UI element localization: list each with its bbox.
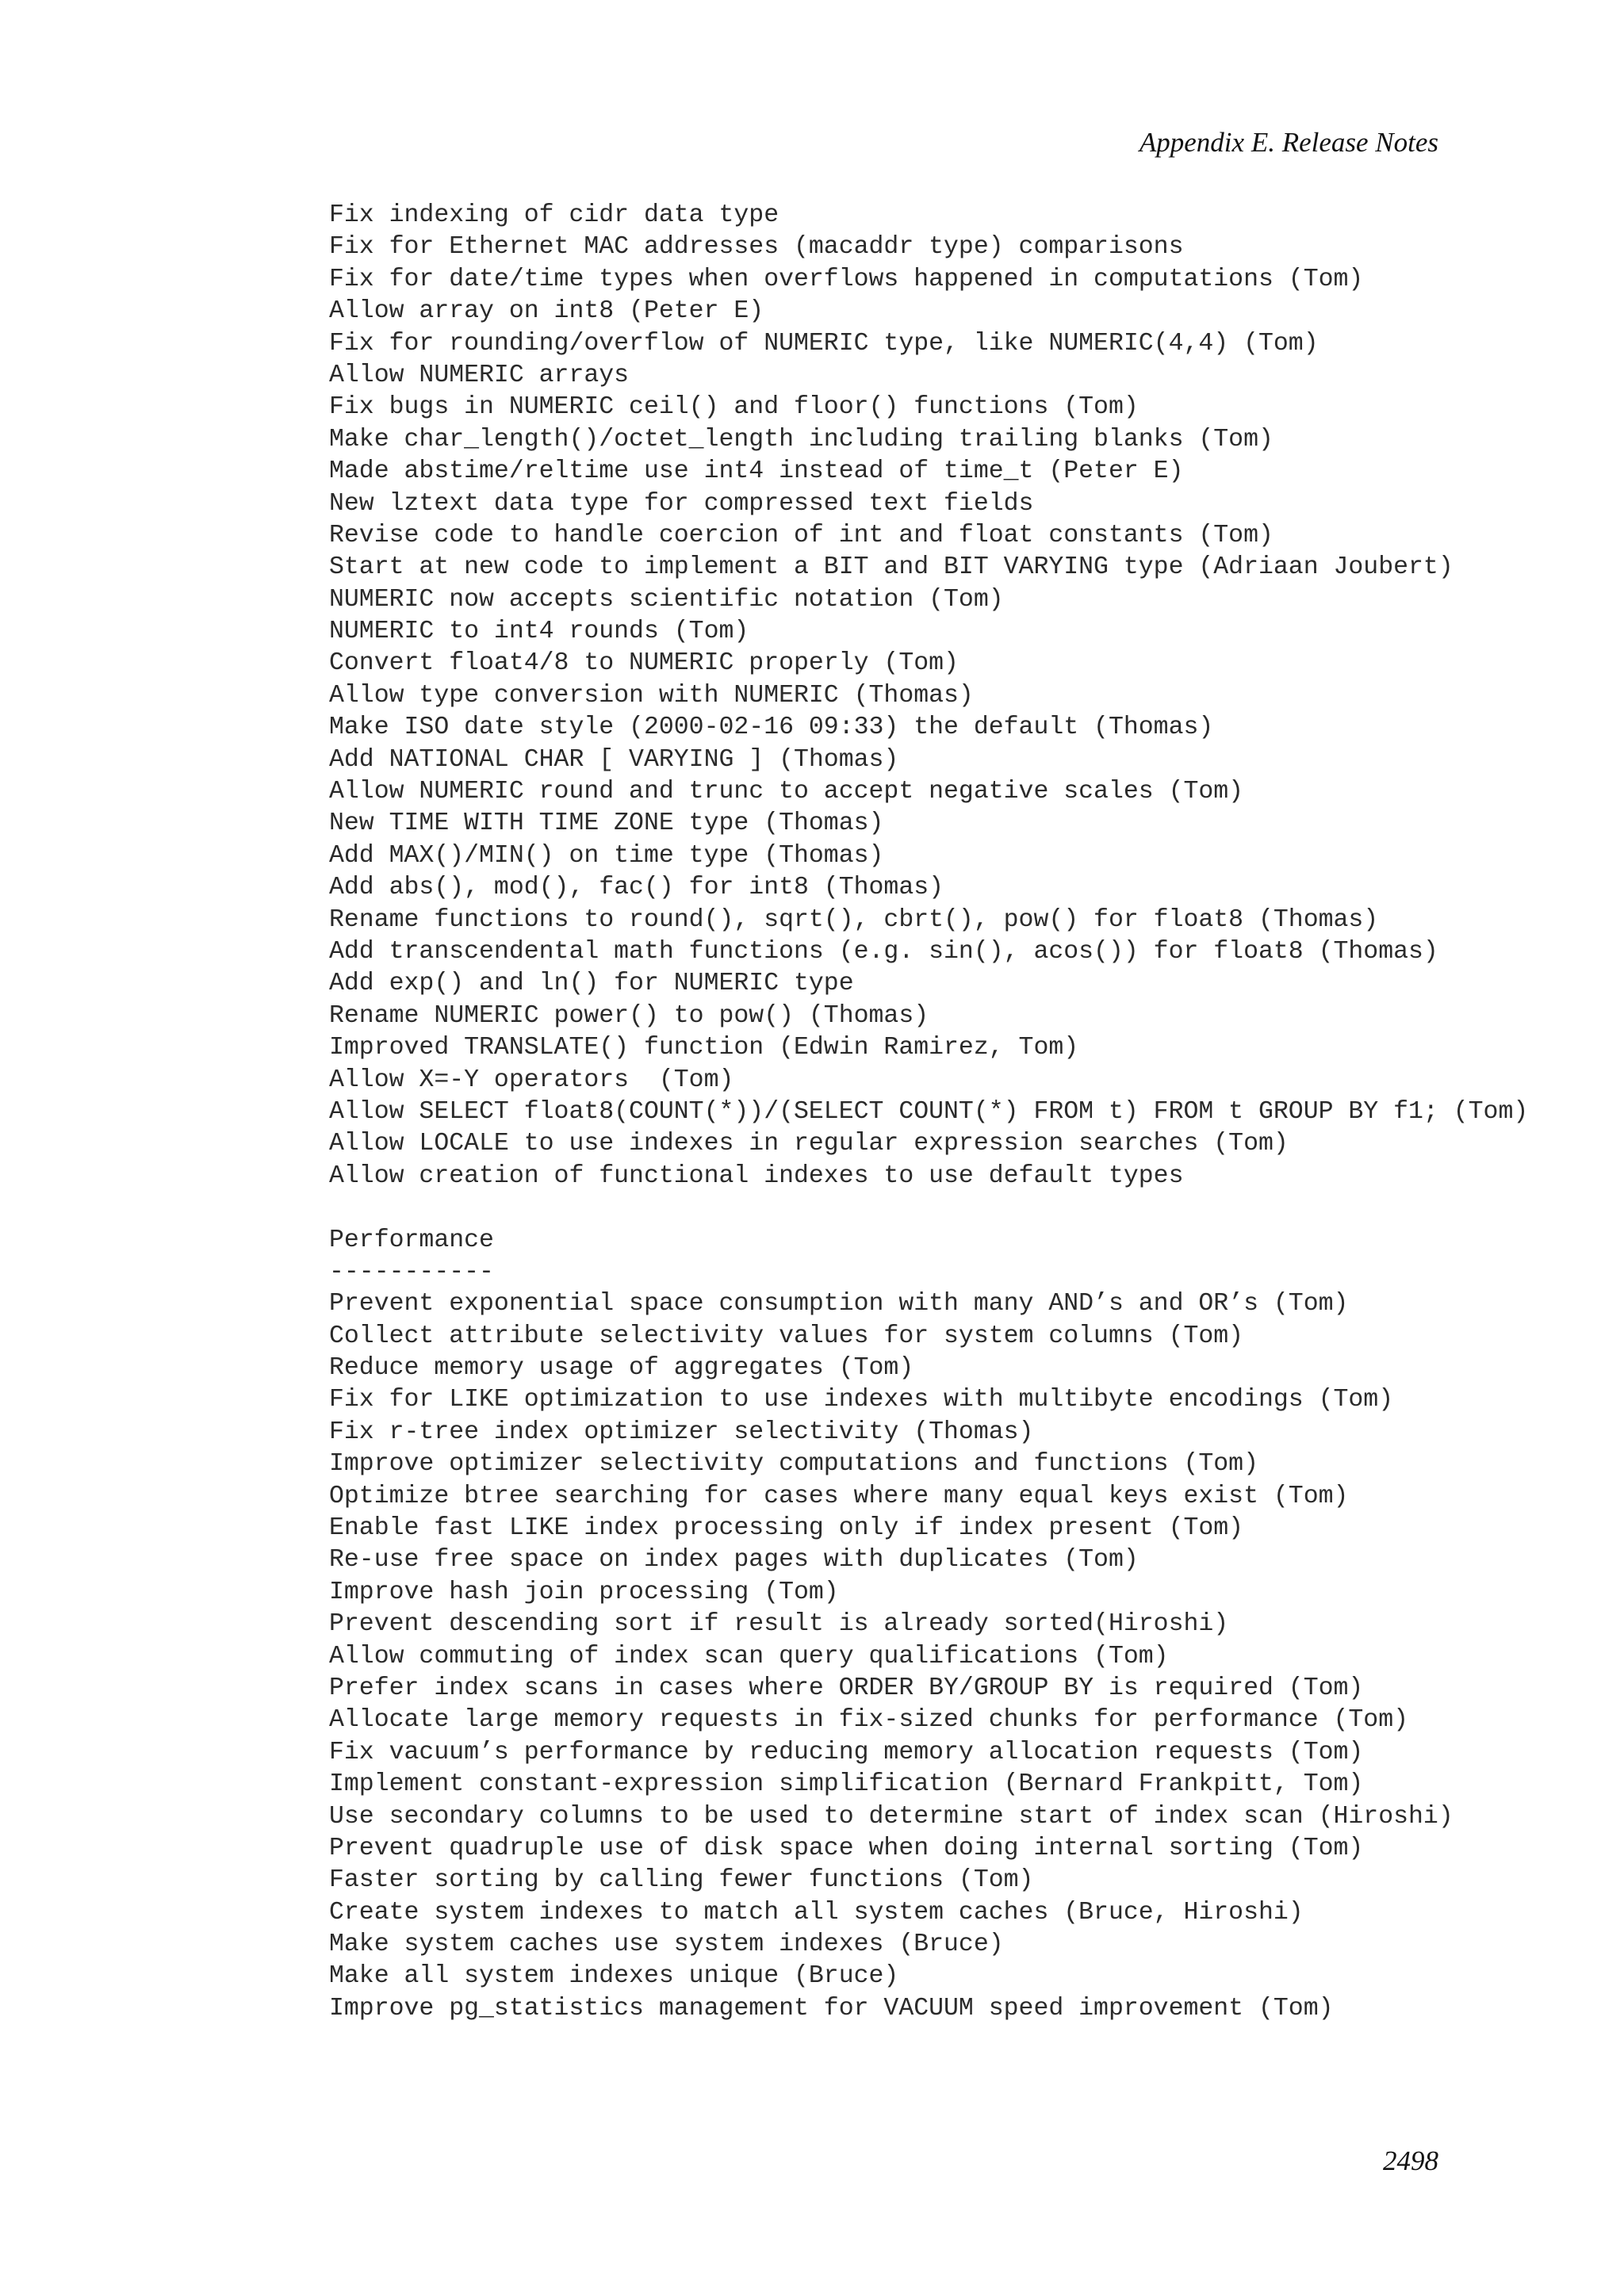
note-line: Improve pg_statistics management for VACUUM speed improvement (Tom)	[329, 1994, 1334, 2022]
note-line: Prevent descending sort if result is already sorted(Hiroshi)	[329, 1610, 1229, 1639]
note-line: Allow commuting of index scan query qualifications (Tom)	[329, 1642, 1169, 1670]
note-line: Improve optimizer selectivity computations and functions (Tom)	[329, 1450, 1258, 1479]
running-header: Appendix E. Release Notes	[1139, 127, 1438, 158]
note-line: Fix r-tree index optimizer selectivity (Thomas)	[329, 1418, 1034, 1446]
note-line: Fix for rounding/overflow of NUMERIC type, like NUMERIC(4,4) (Tom)	[329, 329, 1319, 358]
note-line: Faster sorting by calling fewer functions (Tom)	[329, 1866, 1034, 1895]
page-number: 2498	[1383, 2145, 1438, 2176]
note-line: Re-use free space on index pages with duplicates (Tom)	[329, 1546, 1139, 1575]
note-line: Reduce memory usage of aggregates (Tom)	[329, 1354, 914, 1383]
note-line: Make char_length()/octet_length including trailing blanks (Tom)	[329, 425, 1274, 453]
note-line: Rename NUMERIC power() to pow() (Thomas)	[329, 1001, 929, 1030]
note-line: Collect attribute selectivity values for system columns (Tom)	[329, 1322, 1244, 1350]
note-line: Allow SELECT float8(COUNT(*))/(SELECT COUNT(*) FROM t) FROM t GROUP BY f1; (Tom)	[329, 1097, 1529, 1126]
note-line: Allow NUMERIC round and trunc to accept negative scales (Tom)	[329, 778, 1244, 806]
note-line: Improve hash join processing (Tom)	[329, 1578, 839, 1606]
note-line: Add exp() and ln() for NUMERIC type	[329, 970, 854, 998]
note-line: Allow creation of functional indexes to use default types	[329, 1161, 1184, 1190]
note-line: Allocate large memory requests in fix-sized chunks for performance (Tom)	[329, 1706, 1409, 1735]
note-line: Optimize btree searching for cases where many equal keys exist (Tom)	[329, 1482, 1349, 1510]
note-line: Implement constant-expression simplification (Bernard Frankpitt, Tom)	[329, 1770, 1364, 1799]
note-line: Made abstime/reltime use int4 instead of time_t (Peter E)	[329, 457, 1184, 486]
note-line: Improved TRANSLATE() function (Edwin Ramirez, Tom)	[329, 1034, 1079, 1062]
note-line: Add NATIONAL CHAR [ VARYING ] (Thomas)	[329, 745, 899, 774]
blank-line	[329, 1192, 1528, 1224]
note-line: Fix for date/time types when overflows happened in computations (Tom)	[329, 265, 1364, 293]
note-line: Rename functions to round(), sqrt(), cbrt(), pow() for float8 (Thomas)	[329, 905, 1379, 934]
note-line: Fix indexing of cidr data type	[329, 201, 779, 229]
note-line: Use secondary columns to be used to determine start of index scan (Hiroshi)	[329, 1802, 1454, 1831]
note-line: New TIME WITH TIME ZONE type (Thomas)	[329, 809, 884, 838]
section-underline: -----------	[329, 1257, 494, 1286]
note-line: New lztext data type for compressed text fields	[329, 489, 1034, 518]
note-line: Enable fast LIKE index processing only if index present (Tom)	[329, 1514, 1244, 1543]
note-line: Revise code to handle coercion of int and float constants (Tom)	[329, 521, 1274, 549]
note-line: Prevent quadruple use of disk space when doing internal sorting (Tom)	[329, 1834, 1364, 1862]
note-line: Make all system indexes unique (Bruce)	[329, 1962, 899, 1991]
note-line: Allow NUMERIC arrays	[329, 361, 630, 389]
note-line: Start at new code to implement a BIT and BIT VARYING type (Adriaan Joubert)	[329, 553, 1454, 582]
note-line: Make system caches use system indexes (Bruce)	[329, 1931, 1004, 1959]
note-line: Fix bugs in NUMERIC ceil() and floor() functions (Tom)	[329, 393, 1139, 422]
note-line: Add transcendental math functions (e.g. sin(), acos()) for float8 (Thomas)	[329, 937, 1438, 966]
note-line: Fix vacuum’s performance by reducing memory allocation requests (Tom)	[329, 1738, 1364, 1766]
note-line: Fix for Ethernet MAC addresses (macaddr type) comparisons	[329, 233, 1184, 262]
note-line: Allow array on int8 (Peter E)	[329, 297, 764, 326]
note-line: Make ISO date style (2000-02-16 09:33) the default (Thomas)	[329, 714, 1214, 742]
note-line: Convert float4/8 to NUMERIC properly (Tom)	[329, 649, 959, 678]
note-line: Fix for LIKE optimization to use indexes with multibyte encodings (Tom)	[329, 1386, 1394, 1414]
note-line: Add MAX()/MIN() on time type (Thomas)	[329, 841, 884, 870]
note-line: NUMERIC now accepts scientific notation (Tom)	[329, 585, 1004, 614]
release-notes-text	[329, 200, 1528, 2025]
note-line: Create system indexes to match all system caches (Bruce, Hiroshi)	[329, 1898, 1304, 1927]
note-line: Allow type conversion with NUMERIC (Thomas)	[329, 681, 974, 710]
section-title: Performance	[329, 1226, 494, 1254]
note-line: Prevent exponential space consumption with many AND’s and OR’s (Tom)	[329, 1290, 1349, 1318]
note-line: Allow X=-Y operators (Tom)	[329, 1066, 734, 1094]
note-line: Allow LOCALE to use indexes in regular expression searches (Tom)	[329, 1130, 1289, 1158]
note-line: Add abs(), mod(), fac() for int8 (Thomas)	[329, 874, 944, 902]
note-line: Prefer index scans in cases where ORDER BY/GROUP BY is required (Tom)	[329, 1674, 1364, 1702]
note-line: NUMERIC to int4 rounds (Tom)	[329, 618, 749, 646]
